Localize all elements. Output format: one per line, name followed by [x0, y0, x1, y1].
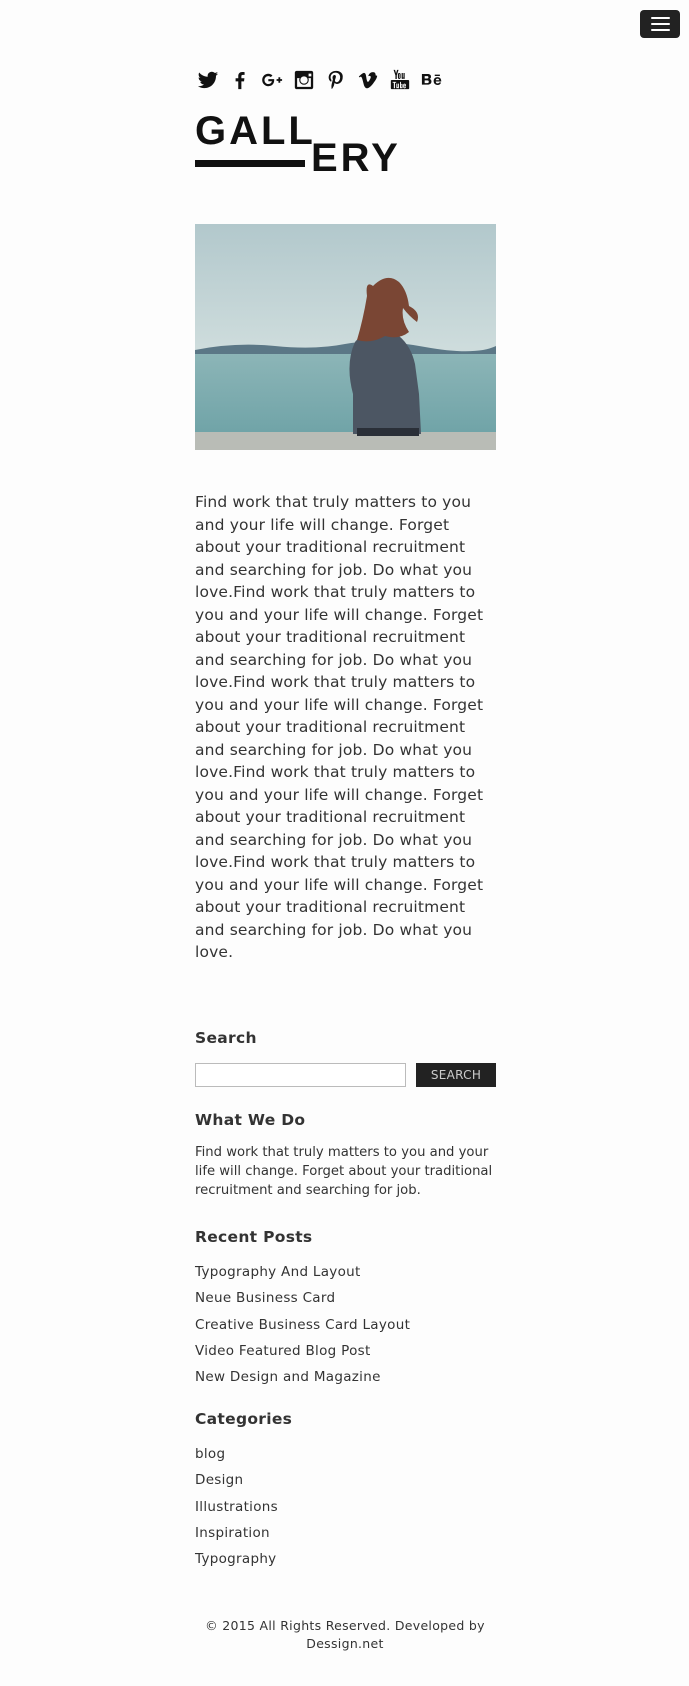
search-input[interactable] — [195, 1063, 406, 1087]
recent-post-link[interactable]: Creative Business Card Layout — [195, 1316, 411, 1333]
categories-title: Categories — [195, 1410, 293, 1428]
facebook-icon[interactable] — [228, 68, 252, 92]
menu-icon-bar — [651, 23, 670, 25]
recent-post-link[interactable]: Neue Business Card — [195, 1290, 336, 1307]
search-button[interactable]: SEARCH — [416, 1063, 496, 1087]
recent-posts-title: Recent Posts — [195, 1228, 313, 1246]
pinterest-icon[interactable] — [324, 68, 348, 92]
logo-underline — [195, 160, 305, 167]
recent-posts-list — [195, 1262, 410, 1393]
category-link[interactable]: Illustrations — [195, 1498, 278, 1515]
footer-copyright: © 2015 All Rights Reserved. Developed by — [205, 1618, 485, 1633]
category-link[interactable]: Design — [195, 1472, 244, 1489]
what-we-do-title: What We Do — [195, 1111, 306, 1129]
categories-list — [195, 1444, 278, 1575]
what-we-do-text: Find work that truly matters to you and your life will change. Forget about your traditional recruitment and searching for job. — [195, 1145, 493, 1198]
footer — [195, 1617, 495, 1653]
article-body: Find work that truly matters to you and your life will change. Forget about your traditional recruitment and searching for job. Do what you love.Find work that truly matters to you and your life will change. Forget about your traditional recruitment and searching for job. Do what you love.Find work that truly matters to you and your life will change. Forget about your traditional recruitment and searching for job. Do what you love.Find work that truly matters to you and your life will change. Forget about your traditional recruitment and searching for job. Do what you love.Find work that truly matters to you and your life will change. Forget about your traditional recruitment and searching for job. Do what you love. — [195, 493, 484, 961]
featured-image[interactable] — [195, 224, 496, 450]
menu-icon-bar — [651, 17, 670, 19]
search-widget-title: Search — [195, 1029, 257, 1047]
category-link[interactable]: Typography — [195, 1551, 277, 1568]
recent-post-link[interactable]: New Design and Magazine — [195, 1369, 381, 1386]
recent-post-link[interactable]: Typography And Layout — [195, 1264, 361, 1280]
menu-button[interactable] — [640, 10, 680, 38]
footer-developer-link[interactable]: Dessign.net — [306, 1636, 384, 1651]
site-logo[interactable] — [195, 106, 400, 172]
youtube-icon[interactable] — [388, 68, 412, 92]
google-plus-icon[interactable] — [260, 68, 284, 92]
category-link[interactable]: blog — [195, 1446, 226, 1462]
vimeo-icon[interactable] — [356, 68, 380, 92]
behance-icon[interactable] — [420, 68, 444, 92]
twitter-icon[interactable] — [196, 68, 220, 92]
social-links — [196, 68, 452, 92]
logo-text-bottom: ERY — [311, 136, 400, 172]
logo-text-top: GALL — [195, 109, 316, 153]
recent-post-link[interactable]: Video Featured Blog Post — [195, 1342, 371, 1359]
category-link[interactable]: Inspiration — [195, 1524, 270, 1541]
menu-icon-bar — [651, 29, 670, 31]
instagram-icon[interactable] — [292, 68, 316, 92]
